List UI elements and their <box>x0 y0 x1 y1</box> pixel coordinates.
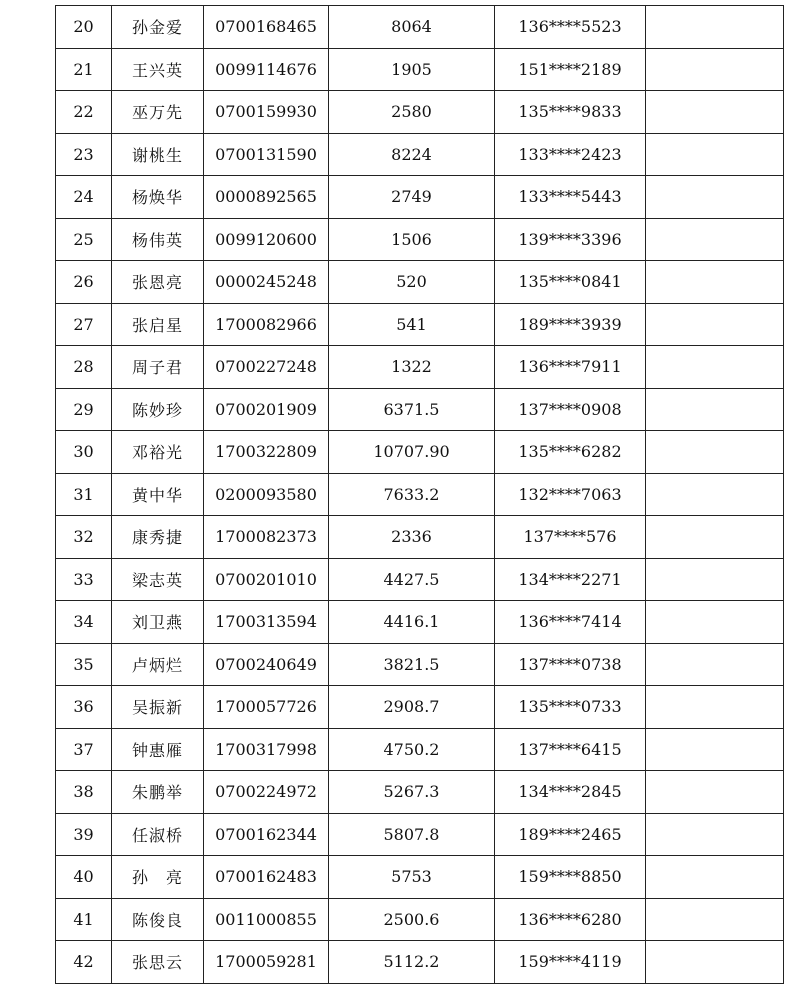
row-number-cell: 40 <box>56 856 112 899</box>
phone-cell: 189****3939 <box>495 303 646 346</box>
amount-cell: 520 <box>329 261 495 304</box>
table-row <box>56 48 784 91</box>
row-number-cell: 41 <box>56 898 112 941</box>
amount-cell: 2749 <box>329 176 495 219</box>
account-cell: 0000245248 <box>204 261 329 304</box>
account-cell: 0011000855 <box>204 898 329 941</box>
account-cell: 0700201909 <box>204 388 329 431</box>
account-cell: 0200093580 <box>204 473 329 516</box>
table-row <box>56 728 784 771</box>
name-cell: 孙 亮 <box>112 856 204 899</box>
note-cell <box>646 473 784 516</box>
row-number-cell: 33 <box>56 558 112 601</box>
phone-cell: 137****6415 <box>495 728 646 771</box>
note-cell <box>646 91 784 134</box>
name-cell: 朱鹏举 <box>112 771 204 814</box>
account-cell: 0099120600 <box>204 218 329 261</box>
account-cell: 0700168465 <box>204 6 329 49</box>
amount-cell: 5112.2 <box>329 941 495 984</box>
note-cell <box>646 856 784 899</box>
name-cell: 张启星 <box>112 303 204 346</box>
note-cell <box>646 176 784 219</box>
account-cell: 0700227248 <box>204 346 329 389</box>
amount-cell: 2580 <box>329 91 495 134</box>
table-row <box>56 516 784 559</box>
table-row <box>56 601 784 644</box>
note-cell <box>646 261 784 304</box>
account-cell: 0700131590 <box>204 133 329 176</box>
note-cell <box>646 601 784 644</box>
phone-cell: 136****7911 <box>495 346 646 389</box>
row-number-cell: 23 <box>56 133 112 176</box>
account-cell: 1700082966 <box>204 303 329 346</box>
name-cell: 王兴英 <box>112 48 204 91</box>
note-cell <box>646 898 784 941</box>
name-cell: 邓裕光 <box>112 431 204 474</box>
note-cell <box>646 218 784 261</box>
phone-cell: 136****7414 <box>495 601 646 644</box>
row-number-cell: 34 <box>56 601 112 644</box>
name-cell: 黄中华 <box>112 473 204 516</box>
table-body <box>56 6 784 984</box>
amount-cell: 7633.2 <box>329 473 495 516</box>
row-number-cell: 24 <box>56 176 112 219</box>
amount-cell: 2500.6 <box>329 898 495 941</box>
note-cell <box>646 558 784 601</box>
name-cell: 孙金爱 <box>112 6 204 49</box>
amount-cell: 1506 <box>329 218 495 261</box>
account-cell: 1700317998 <box>204 728 329 771</box>
table-row <box>56 346 784 389</box>
table-row <box>56 176 784 219</box>
amount-cell: 2908.7 <box>329 686 495 729</box>
phone-cell: 135****9833 <box>495 91 646 134</box>
amount-cell: 4750.2 <box>329 728 495 771</box>
table-row <box>56 388 784 431</box>
amount-cell: 10707.90 <box>329 431 495 474</box>
table-row <box>56 303 784 346</box>
row-number-cell: 21 <box>56 48 112 91</box>
note-cell <box>646 941 784 984</box>
name-cell: 陈俊良 <box>112 898 204 941</box>
note-cell <box>646 346 784 389</box>
note-cell <box>646 686 784 729</box>
name-cell: 陈妙珍 <box>112 388 204 431</box>
account-cell: 0700201010 <box>204 558 329 601</box>
account-cell: 0700162344 <box>204 813 329 856</box>
phone-cell: 135****6282 <box>495 431 646 474</box>
phone-cell: 159****4119 <box>495 941 646 984</box>
phone-cell: 136****6280 <box>495 898 646 941</box>
account-cell: 1700313594 <box>204 601 329 644</box>
phone-cell: 134****2845 <box>495 771 646 814</box>
row-number-cell: 42 <box>56 941 112 984</box>
row-number-cell: 22 <box>56 91 112 134</box>
table-row <box>56 473 784 516</box>
phone-cell: 189****2465 <box>495 813 646 856</box>
data-table <box>55 5 784 984</box>
name-cell: 梁志英 <box>112 558 204 601</box>
table-row <box>56 813 784 856</box>
amount-cell: 3821.5 <box>329 643 495 686</box>
amount-cell: 6371.5 <box>329 388 495 431</box>
phone-cell: 137****0908 <box>495 388 646 431</box>
table-row <box>56 431 784 474</box>
account-cell: 1700059281 <box>204 941 329 984</box>
table-row <box>56 856 784 899</box>
name-cell: 杨焕华 <box>112 176 204 219</box>
row-number-cell: 39 <box>56 813 112 856</box>
account-cell: 0700159930 <box>204 91 329 134</box>
row-number-cell: 28 <box>56 346 112 389</box>
account-cell: 0700162483 <box>204 856 329 899</box>
note-cell <box>646 813 784 856</box>
phone-cell: 159****8850 <box>495 856 646 899</box>
row-number-cell: 35 <box>56 643 112 686</box>
table-row <box>56 6 784 49</box>
note-cell <box>646 728 784 771</box>
amount-cell: 8064 <box>329 6 495 49</box>
table-row <box>56 686 784 729</box>
account-cell: 1700322809 <box>204 431 329 474</box>
amount-cell: 4416.1 <box>329 601 495 644</box>
table-row <box>56 941 784 984</box>
name-cell: 张思云 <box>112 941 204 984</box>
note-cell <box>646 431 784 474</box>
amount-cell: 5267.3 <box>329 771 495 814</box>
row-number-cell: 26 <box>56 261 112 304</box>
phone-cell: 137****0738 <box>495 643 646 686</box>
amount-cell: 1905 <box>329 48 495 91</box>
table-row <box>56 91 784 134</box>
phone-cell: 136****5523 <box>495 6 646 49</box>
amount-cell: 2336 <box>329 516 495 559</box>
name-cell: 刘卫燕 <box>112 601 204 644</box>
row-number-cell: 38 <box>56 771 112 814</box>
amount-cell: 541 <box>329 303 495 346</box>
phone-cell: 135****0841 <box>495 261 646 304</box>
note-cell <box>646 516 784 559</box>
name-cell: 谢桃生 <box>112 133 204 176</box>
amount-cell: 8224 <box>329 133 495 176</box>
row-number-cell: 25 <box>56 218 112 261</box>
phone-cell: 135****0733 <box>495 686 646 729</box>
row-number-cell: 32 <box>56 516 112 559</box>
name-cell: 巫万先 <box>112 91 204 134</box>
table-row <box>56 218 784 261</box>
account-cell: 0700224972 <box>204 771 329 814</box>
account-cell: 0099114676 <box>204 48 329 91</box>
phone-cell: 139****3396 <box>495 218 646 261</box>
name-cell: 周子君 <box>112 346 204 389</box>
phone-cell: 151****2189 <box>495 48 646 91</box>
note-cell <box>646 6 784 49</box>
note-cell <box>646 303 784 346</box>
account-cell: 1700082373 <box>204 516 329 559</box>
note-cell <box>646 388 784 431</box>
name-cell: 张恩亮 <box>112 261 204 304</box>
phone-cell: 133****5443 <box>495 176 646 219</box>
phone-cell: 137****576 <box>495 516 646 559</box>
note-cell <box>646 48 784 91</box>
name-cell: 康秀捷 <box>112 516 204 559</box>
phone-cell: 132****7063 <box>495 473 646 516</box>
name-cell: 卢炳烂 <box>112 643 204 686</box>
table-row <box>56 771 784 814</box>
account-cell: 0700240649 <box>204 643 329 686</box>
row-number-cell: 37 <box>56 728 112 771</box>
row-number-cell: 27 <box>56 303 112 346</box>
row-number-cell: 20 <box>56 6 112 49</box>
amount-cell: 4427.5 <box>329 558 495 601</box>
table-row <box>56 643 784 686</box>
row-number-cell: 30 <box>56 431 112 474</box>
note-cell <box>646 643 784 686</box>
amount-cell: 5753 <box>329 856 495 899</box>
table-row <box>56 558 784 601</box>
row-number-cell: 31 <box>56 473 112 516</box>
amount-cell: 1322 <box>329 346 495 389</box>
account-cell: 0000892565 <box>204 176 329 219</box>
name-cell: 吴振新 <box>112 686 204 729</box>
account-cell: 1700057726 <box>204 686 329 729</box>
phone-cell: 133****2423 <box>495 133 646 176</box>
table-row <box>56 133 784 176</box>
table-row <box>56 261 784 304</box>
note-cell <box>646 133 784 176</box>
amount-cell: 5807.8 <box>329 813 495 856</box>
table-row <box>56 898 784 941</box>
name-cell: 钟惠雁 <box>112 728 204 771</box>
name-cell: 任淑桥 <box>112 813 204 856</box>
phone-cell: 134****2271 <box>495 558 646 601</box>
note-cell <box>646 771 784 814</box>
name-cell: 杨伟英 <box>112 218 204 261</box>
row-number-cell: 29 <box>56 388 112 431</box>
row-number-cell: 36 <box>56 686 112 729</box>
